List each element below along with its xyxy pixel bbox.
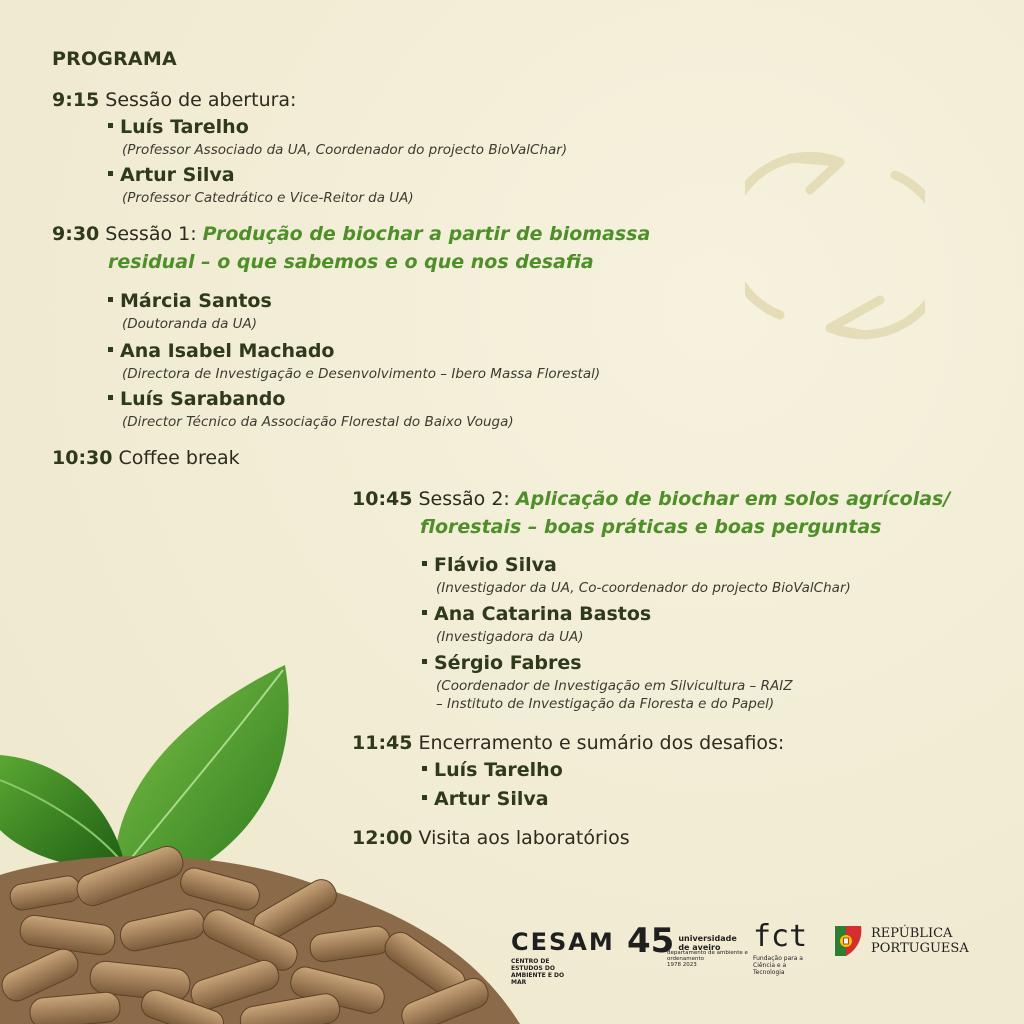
session-time: 12:00 (352, 827, 413, 849)
speaker-name: Luís Tarelho (108, 116, 567, 138)
session-time: 10:45 (352, 488, 413, 510)
session-theme: Aplicação de biochar em solos agrícolas/ (515, 488, 951, 510)
speaker-name: Sérgio Fabres (422, 652, 792, 674)
session-theme-continued: florestais – boas práticas e boas perguntas (420, 516, 882, 538)
session-label: Encerramento e sumário dos desafios: (418, 732, 785, 754)
ua-anniversary-number: 45 (627, 921, 675, 961)
session-label: Visita aos laboratórios (418, 827, 630, 849)
biomass-pellets-image (0, 660, 520, 1024)
session-time: 9:15 (52, 89, 100, 111)
speaker-name: Flávio Silva (422, 554, 851, 576)
speaker-name: Ana Isabel Machado (108, 340, 600, 362)
session-label: Sessão 1: (105, 223, 197, 245)
speaker-name: Artur Silva (108, 164, 414, 186)
speaker-item (108, 340, 600, 383)
session-1030 (52, 446, 240, 470)
fct-subtitle: Fundação para a Ciência e a Tecnologia (753, 955, 803, 976)
republica-portuguesa-logo (835, 924, 969, 958)
session-theme-continued: residual – o que sabemos e o que nos desafia (108, 251, 594, 273)
speaker-name: Luís Tarelho (422, 759, 563, 781)
session-label: Coffee break (118, 447, 240, 469)
speaker-role: (Professor Catedrático e Vice-Reitor da UA) (122, 190, 414, 206)
ua-logo (627, 921, 767, 968)
republica-line1: REPÚBLICA (871, 926, 953, 941)
fct-wordmark: fct (753, 919, 808, 954)
speaker-role: (Investigadora da UA) (436, 629, 584, 645)
session-theme: Produção de biochar a partir de biomassa (202, 223, 651, 245)
speaker-name: Márcia Santos (108, 290, 272, 312)
cesam-logo (511, 928, 615, 986)
speaker-role: (Doutoranda da UA) (122, 316, 258, 332)
portugal-flag-icon (835, 924, 863, 958)
speaker-role: (Coordenador de Investigação em Silvicultura – RAIZ (436, 678, 793, 694)
partner-logos (505, 920, 985, 990)
session-time: 11:45 (352, 732, 413, 754)
republica-line2: PORTUGUESA (871, 941, 969, 956)
page-title: PROGRAMA (52, 48, 177, 70)
speaker-role: (Professor Associado da UA, Coordenador do projecto BioValChar) (122, 142, 568, 158)
speaker-item (108, 164, 414, 207)
speaker-item (108, 388, 514, 431)
speaker-role-continued: – Instituto de Investigação da Floresta e do Papel) (436, 696, 775, 712)
speaker-name: Luís Sarabando (108, 388, 514, 410)
session-time: 9:30 (52, 223, 100, 245)
ua-name: universidade de aveiro (678, 934, 737, 952)
cesam-subtitle: CENTRO DE ESTUDOS DO AMBIENTE E DO MAR (511, 958, 565, 986)
session-1045 (352, 487, 950, 511)
speaker-role: (Director Técnico da Associação Florestal do Baixo Vouga) (122, 414, 514, 430)
session-time: 10:30 (52, 447, 113, 469)
speaker-item (422, 603, 651, 646)
speaker-item (108, 116, 567, 159)
cesam-wordmark: CESAM (511, 928, 615, 956)
ua-department: departamento de ambiente e ordenamento (667, 950, 748, 962)
speaker-name: Artur Silva (422, 788, 549, 810)
recycle-icon (745, 150, 925, 340)
speaker-role: (Directora de Investigação e Desenvolvimento – Ibero Massa Florestal) (122, 366, 601, 382)
session-label: Sessão de abertura: (105, 89, 297, 111)
ua-years: 1978 2023 (667, 962, 697, 968)
speaker-role: (Investigador da UA, Co-coordenador do projecto BioValChar) (436, 580, 851, 596)
speaker-item (108, 290, 272, 333)
session-label: Sessão 2: (418, 488, 510, 510)
session-0915 (52, 88, 296, 112)
speaker-item (422, 554, 851, 597)
fct-logo (753, 919, 813, 976)
speaker-name: Ana Catarina Bastos (422, 603, 651, 625)
session-0930 (52, 222, 650, 246)
